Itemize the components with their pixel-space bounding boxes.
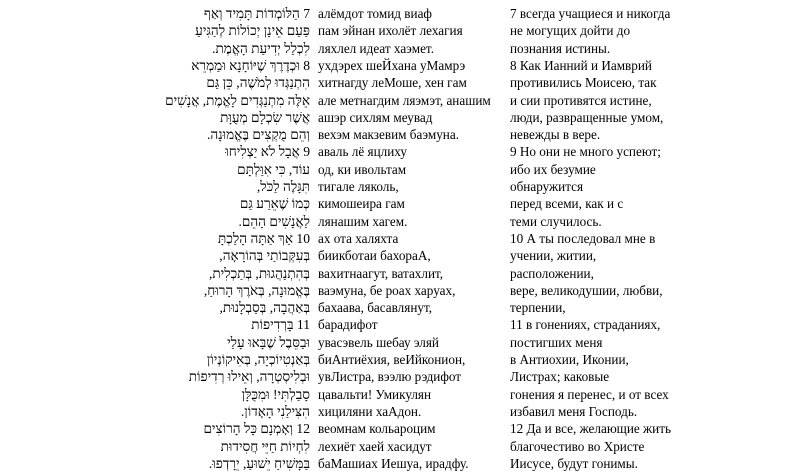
russian-translation-text: и сии противятся истине, bbox=[510, 92, 652, 108]
text-row bbox=[0, 142, 800, 161]
transliteration-text: пам эйнан ихолёт лехагия bbox=[318, 23, 463, 39]
hebrew-verse-text: תִּגָּלֶה לַכֹּל, bbox=[256, 179, 310, 194]
transliteration-text: вахитнаагут, ватахлит, bbox=[318, 265, 444, 281]
russian-translation-text: люди, развращенные умом, bbox=[510, 109, 664, 125]
text-row bbox=[0, 194, 800, 213]
russian-translation-text: в Антиохии, Иконии, bbox=[510, 352, 629, 367]
russian-translation-text: 10 А ты последовал мне в bbox=[510, 230, 656, 246]
russian-translation-text: расположении, bbox=[510, 265, 594, 281]
transliteration-text: хициляни хаАдон. bbox=[318, 403, 422, 419]
transliteration-text: биикботаи бахораА, bbox=[318, 248, 431, 264]
transliteration-text: од, ки ивольтам bbox=[318, 161, 407, 177]
text-row bbox=[0, 177, 800, 196]
hebrew-verse-text: לִחְיוֹת חַיֵּי חֲסִידוּת bbox=[220, 438, 310, 454]
russian-translation-text: теми случилось. bbox=[510, 213, 602, 229]
transliteration-text: увасэвель шебау эляй bbox=[318, 334, 439, 350]
transliteration-text: ах ота халяхта bbox=[318, 230, 399, 246]
transliteration-text: аваль лё яцлиху bbox=[318, 144, 407, 160]
russian-translation-text: Листрах; каковые bbox=[510, 369, 610, 385]
text-row bbox=[0, 125, 800, 144]
hebrew-verse-text: 10 אַךְ אַתָּה הָלַכְתָּ bbox=[217, 230, 310, 246]
russian-translation-text: познания истины. bbox=[510, 40, 611, 56]
transliteration-text: вехэм макзевим баэмуна. bbox=[318, 127, 460, 143]
text-row bbox=[0, 315, 800, 334]
transliteration-text: ухдэрех шеЙхана уМамрэ bbox=[318, 57, 466, 73]
text-row bbox=[0, 298, 800, 317]
russian-translation-text: 12 Да и все, желающие жить bbox=[510, 421, 671, 437]
hebrew-verse-text: עוֹד, כִּי אִוַּלְתָּם bbox=[237, 161, 310, 177]
hebrew-verse-text: וְהֵם מֻקְצִים בֶּאֱמוּנָה. bbox=[207, 127, 310, 143]
hebrew-verse-text: לִכְלַל יְדִיעַת הָאֱמֶת. bbox=[212, 40, 310, 56]
hebrew-verse-text: בְּעִקְּבוֹתַי בְּהוֹרָאָה, bbox=[219, 248, 310, 264]
text-row bbox=[0, 246, 800, 265]
text-row bbox=[0, 73, 800, 92]
transliteration-text: цавальти! Умикулян bbox=[318, 386, 432, 402]
transliteration-text: ваэмуна, бе роах харуах, bbox=[318, 282, 456, 298]
text-row bbox=[0, 21, 800, 40]
hebrew-verse-text: בְּאַהֲבָה, בְּסַבְלָנוּת, bbox=[219, 300, 310, 316]
russian-translation-text: 9 Но они не много успеют; bbox=[510, 144, 661, 160]
text-row bbox=[0, 385, 800, 404]
hebrew-verse-text: 7 הַלּוֹמְדוֹת תָּמִיד וְאַף bbox=[203, 6, 310, 21]
hebrew-verse-text: אֵלֶּה מִתְנַגְּדִים לָאֱמֶת, אֲנָשִׁים bbox=[165, 92, 310, 108]
text-row bbox=[0, 367, 800, 386]
transliteration-text: лянашим хагем. bbox=[318, 213, 408, 229]
transliteration-text: алёмдот томид виаф bbox=[318, 6, 432, 21]
hebrew-verse-text: לַאֲנָשִׁים הָהֵם. bbox=[238, 213, 310, 229]
hebrew-verse-text: כְּמוֹ שֶׁאֵרַע גַּם bbox=[239, 196, 310, 212]
text-row bbox=[0, 212, 800, 231]
transliteration-text: хитнагду леМоше, хен гам bbox=[318, 75, 467, 91]
text-row bbox=[0, 56, 800, 75]
transliteration-text: але метнагдим ляэмэт, анашим bbox=[318, 92, 491, 108]
hebrew-verse-text: הִתְנַגְּדוּ לְמֹשֶׁה, כֵּן גַּם bbox=[206, 75, 310, 91]
text-row bbox=[0, 39, 800, 58]
text-row bbox=[0, 4, 800, 23]
russian-translation-text: терпении, bbox=[510, 300, 566, 316]
hebrew-verse-text: 9 אֲבָל לֹא יַצְלִיחוּ bbox=[225, 144, 310, 160]
hebrew-verse-text: 8 וּכְדֶרֶךְ שֶׁיּוֹחָנָא וּמַמְרֵא bbox=[191, 57, 310, 73]
transliteration-text: барадифот bbox=[318, 317, 378, 333]
hebrew-verse-text: הִצִּילַנִי הָאָדוֹן. bbox=[240, 403, 310, 419]
hebrew-verse-text: סָבַלְתִּי! וּמִכֻּלָּן bbox=[241, 386, 310, 402]
text-row bbox=[0, 454, 800, 473]
transliteration-text: тигале ляколь, bbox=[318, 179, 399, 194]
russian-translation-text: перед всеми, как и с bbox=[510, 196, 624, 212]
russian-translation-text: ибо их безумие bbox=[510, 161, 596, 177]
text-row bbox=[0, 350, 800, 369]
russian-translation-text: Иисусе, будут гонимы. bbox=[510, 455, 638, 471]
russian-translation-text: гонения я перенес, и от всех bbox=[510, 386, 669, 402]
hebrew-verse-text: בֶּאֱמוּנָה, בְּאֹרֶךְ הָרוּחַ, bbox=[203, 282, 310, 298]
transliteration-text: ашэр сихлям меувад bbox=[318, 109, 433, 125]
russian-translation-text: учении, житии, bbox=[510, 248, 597, 264]
text-row bbox=[0, 160, 800, 179]
russian-translation-text: не могущих дойти до bbox=[510, 23, 631, 39]
hebrew-verse-text: פַּעַם אֵינָן יְכוֹלוֹת לְהַגִּיעַ bbox=[195, 23, 310, 39]
text-row bbox=[0, 229, 800, 248]
hebrew-verse-text: 11 בָּרְדִיפוֹת bbox=[251, 317, 310, 333]
text-row bbox=[0, 437, 800, 456]
transliteration-text: баМашиах Иешуа, ирадфу. bbox=[318, 455, 469, 471]
text-row bbox=[0, 91, 800, 110]
transliteration-text: биАнтиёхия, веИйконион, bbox=[318, 352, 466, 367]
russian-translation-text: 7 всегда учащиеся и никогда bbox=[510, 6, 671, 21]
russian-translation-text: 11 в гонениях, страданиях, bbox=[510, 317, 661, 333]
hebrew-verse-text: וּבְלִיסְטְרָה, וְאֵילוּ רְדִיפוֹת bbox=[188, 369, 310, 385]
russian-translation-text: противились Моисею, так bbox=[510, 75, 657, 91]
russian-translation-text: невежды в вере. bbox=[510, 127, 601, 143]
russian-translation-text: постигших меня bbox=[510, 334, 603, 350]
transliteration-text: лехиёт хаей хасидут bbox=[318, 438, 432, 454]
hebrew-verse-text: בַּמָּשִׁיחַ יֵשׁוּעַ, יֵרָדְפוּ. bbox=[208, 455, 310, 471]
hebrew-verse-text: 12 וְאָמְנָם כָּל הָרוֹצִים bbox=[203, 421, 310, 437]
text-row bbox=[0, 264, 800, 283]
transliteration-text: бахаава, басавлянут, bbox=[318, 300, 433, 316]
text-row bbox=[0, 402, 800, 421]
transliteration-text: ляхлел идеат хаэмет. bbox=[318, 40, 434, 56]
hebrew-verse-text: בְּהִתְנַהֲגוּת, בְּתַכְלִית, bbox=[208, 265, 310, 281]
text-row bbox=[0, 281, 800, 300]
text-row bbox=[0, 333, 800, 352]
russian-translation-text: благочестиво во Христе bbox=[510, 438, 645, 454]
transliteration-text: кимошеира гам bbox=[318, 196, 405, 212]
russian-translation-text: обнаружится bbox=[510, 179, 584, 194]
transliteration-text: увЛистра, вээлю рэдифот bbox=[318, 369, 462, 385]
russian-translation-text: вере, великодушии, любви, bbox=[510, 282, 663, 298]
russian-translation-text: избавил меня Господь. bbox=[510, 403, 638, 419]
hebrew-verse-text: וּבַסֵּבֶל שֶׁבָּאוּ עָלַי bbox=[227, 334, 310, 350]
hebrew-verse-text: בְּאַנְטִיוֹכְיָה, בְּאִיקוֹנְיוֹן bbox=[206, 352, 310, 367]
text-row bbox=[0, 419, 800, 438]
text-row bbox=[0, 108, 800, 127]
russian-translation-text: 8 Как Ианний и Иамврий bbox=[510, 57, 652, 73]
transliteration-text: веомнам кольароцим bbox=[318, 421, 436, 437]
hebrew-verse-text: אֲשֶׁר שִׂכְלָם מְעֻוָּת bbox=[220, 109, 310, 125]
